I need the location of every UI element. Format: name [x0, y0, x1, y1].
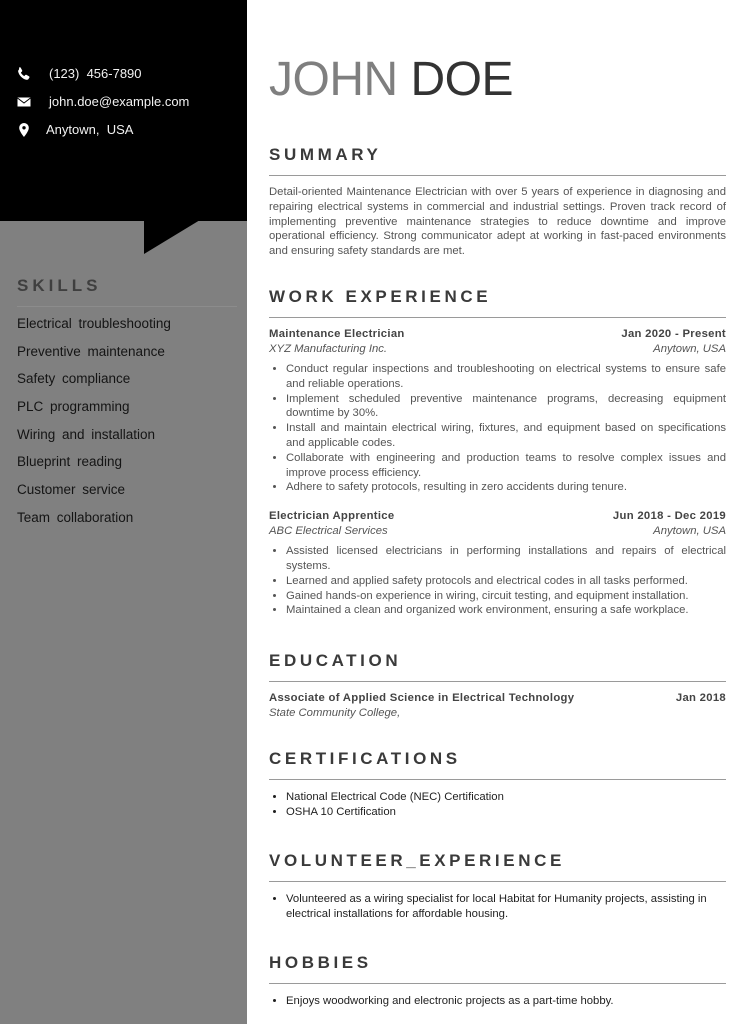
first-name: JOHN — [269, 53, 398, 106]
candidate-name — [269, 52, 513, 107]
job-bullet: • Adhere to safety protocols, resulting in zero accidents during tenure. — [286, 480, 726, 495]
envelope-icon — [16, 94, 32, 110]
job-dates: Jan 2020 - Present — [621, 328, 726, 340]
skill-item: Electrical troubleshooting — [17, 316, 171, 331]
volunteer-divider — [269, 881, 726, 882]
certifications-section — [269, 749, 726, 820]
certifications-heading: CERTIFICATIONS — [269, 749, 461, 768]
school: State Community College, — [269, 707, 401, 719]
phone-icon — [16, 66, 32, 82]
email-text: john.doe@example.com — [49, 94, 190, 109]
job-bullet: • Collaborate with engineering and production teams to resolve complex issues and improve process efficiency. — [286, 451, 726, 481]
job-company: ABC Electrical Services — [269, 525, 388, 538]
volunteer-section — [269, 851, 726, 922]
job-bullets — [269, 544, 726, 618]
certification-item: • National Electrical Code (NEC) Certification — [286, 790, 726, 805]
summary-divider — [269, 175, 726, 176]
phone-text: (123) 456-7890 — [49, 66, 142, 81]
education-section — [269, 651, 726, 722]
skills-divider — [17, 306, 237, 307]
skills-heading: SKILLS — [17, 276, 102, 295]
job-bullet: • Maintained a clean and organized work environment, ensuring a safe workplace. — [286, 603, 726, 618]
skill-item: Wiring and installation — [17, 426, 156, 442]
skill-item: Preventive maintenance — [17, 343, 165, 359]
skill-item: Blueprint reading — [17, 454, 123, 470]
hobby-item: • Enjoys woodworking and electronic projects as a part-time hobby. — [286, 994, 726, 1009]
degree: Associate of Applied Science in Electrical Technology — [269, 692, 575, 704]
contact-email — [0, 92, 247, 112]
hobbies-section — [269, 953, 726, 1009]
hobbies-divider — [269, 983, 726, 984]
contact-phone — [0, 64, 247, 84]
job-bullet: • Implement scheduled preventive maintenance programs, decreasing equipment downtime by 30%. — [286, 392, 726, 422]
hobbies-heading: HOBBIES — [269, 953, 372, 972]
job-bullet: • Install and maintain electrical wiring, fixtures, and equipment based on specifications and applicable codes. — [286, 421, 726, 451]
summary-text: Detail-oriented Maintenance Electrician with over 5 years of experience in diagnosing and repairing electrical systems in commercial and industrial settings. Proven track record of implementing preventive maintenance strategies to reduce downtime and improve operational efficiency. Strong communicator adept at working in fast-paced environments and ensuring safety standards are met. — [269, 186, 726, 258]
skill-item: Customer service — [17, 482, 126, 498]
summary-heading: SUMMARY — [269, 145, 382, 164]
job-entry — [269, 328, 726, 495]
skill-item: PLC programming — [17, 399, 130, 415]
education-heading: EDUCATION — [269, 651, 402, 670]
job-entry — [269, 510, 726, 618]
work-divider — [269, 317, 726, 318]
last-name: DOE — [410, 53, 514, 106]
volunteer-item: • Volunteered as a wiring specialist for local Habitat for Humanity projects, assisting in electrical installations for affordable housing. — [286, 892, 726, 922]
graduation-date: Jan 2018 — [675, 692, 726, 704]
location-text: Anytown, USA — [46, 122, 134, 137]
sidebar — [0, 0, 247, 1024]
volunteer-list — [269, 892, 726, 922]
job-company: XYZ Manufacturing Inc. — [269, 343, 388, 355]
job-location: Anytown, USA — [653, 525, 726, 538]
map-pin-icon — [16, 122, 32, 138]
hobbies-list — [269, 994, 726, 1009]
job-bullet: • Learned and applied safety protocols and electrical codes in all tasks performed. — [286, 574, 726, 589]
job-location: Anytown, USA — [653, 343, 726, 355]
certifications-list — [269, 790, 726, 820]
job-title: Electrician Apprentice — [269, 510, 395, 523]
job-bullet: • Conduct regular inspections and troubleshooting on electrical systems to ensure safe and reliable operations. — [286, 362, 726, 392]
skills-section — [17, 276, 237, 538]
job-dates: Jun 2018 - Dec 2019 — [612, 510, 726, 523]
job-bullet: • Gained hands-on experience in wiring, circuit testing, and equipment installation. — [286, 589, 726, 604]
certifications-divider — [269, 779, 726, 780]
skill-item: Team collaboration — [17, 509, 134, 525]
summary-section — [269, 145, 726, 259]
education-divider — [269, 681, 726, 682]
volunteer-heading: VOLUNTEER_EXPERIENCE — [269, 851, 565, 870]
skills-list — [17, 316, 237, 538]
skill-item: Safety compliance — [17, 371, 131, 387]
job-bullets — [269, 362, 726, 495]
contact-location — [0, 120, 247, 140]
education-entry — [269, 692, 726, 722]
job-bullet: • Assisted licensed electricians in performing installations and repairs of electrical systems. — [286, 544, 726, 574]
certification-item: • OSHA 10 Certification — [286, 805, 726, 820]
job-title: Maintenance Electrician — [269, 328, 405, 340]
work-experience-section — [269, 287, 726, 618]
work-heading: WORK EXPERIENCE — [269, 287, 492, 306]
